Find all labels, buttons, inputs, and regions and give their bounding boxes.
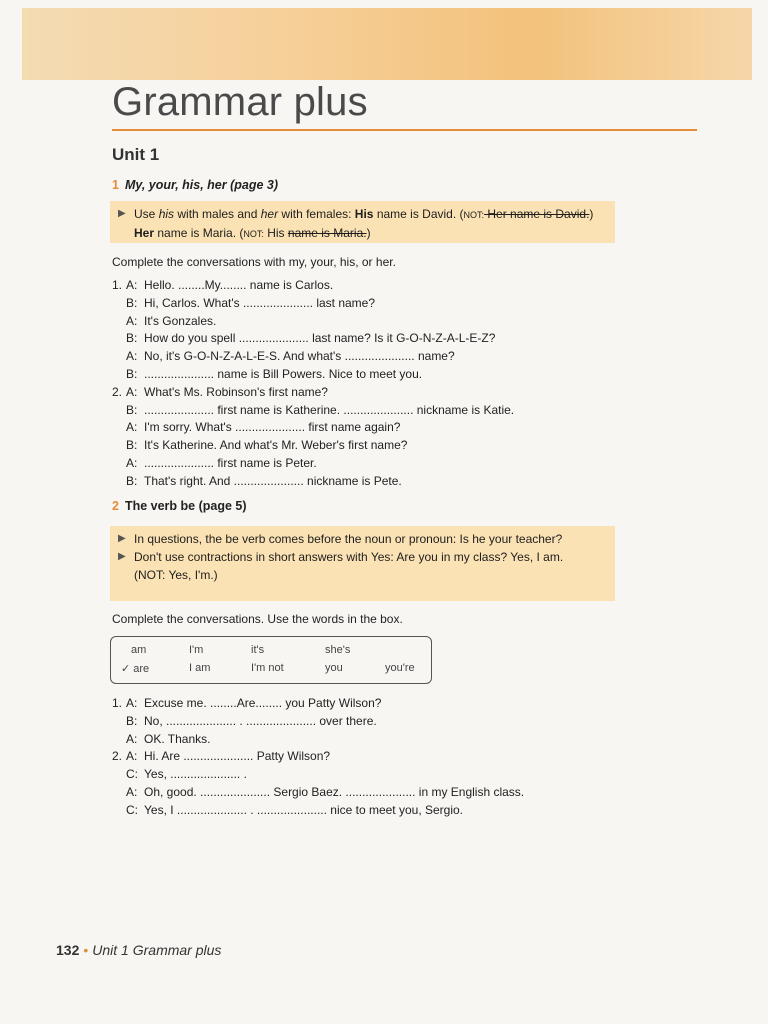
speaker-label: A: [126, 455, 138, 470]
section1-exercise [112, 277, 514, 491]
speaker-label: A: [126, 278, 138, 292]
exercise-line [112, 802, 524, 820]
header-band [22, 8, 752, 80]
exercise-line [112, 731, 524, 749]
line-number: 1. [112, 696, 123, 710]
word-box-item: ✓ are [121, 663, 150, 675]
exercise-line [112, 313, 514, 331]
exercise-line [112, 713, 524, 731]
triangle-bullet-icon: ▶ [118, 208, 126, 219]
line-text: It's Gonzales. [144, 313, 217, 328]
section2-tip-2: ▶ Don't use contractions in short answers with Yes: Are you in my class? Yes, I am. (NOT: Yes, I'm.) [118, 550, 564, 582]
exercise-line [112, 748, 524, 766]
line-text: ..................... name is Bill Powers. Nice to meet you. [144, 366, 423, 381]
speaker-label: A: [126, 749, 138, 764]
speaker-label: B: [126, 402, 138, 417]
section2-exercise [112, 695, 524, 820]
line-text: Oh, good. ..................... Sergio Baez. ..................... in my English class. [144, 784, 525, 799]
speaker-label: A: [126, 349, 138, 364]
exercise-line [112, 784, 524, 802]
speaker-label: A: [126, 384, 138, 399]
word-box-item: you're [385, 662, 415, 674]
bullet-dot-icon: • [83, 942, 89, 958]
section2-number: 2 [112, 499, 119, 513]
line-text: Hi. Are ..................... Patty Wilson? [144, 749, 331, 764]
exercise-line [112, 330, 514, 348]
line-text: Hello. ........My........ name is Carlos. [144, 278, 334, 292]
speaker-label: B: [126, 295, 138, 310]
line-text: OK. Thanks. [144, 731, 211, 746]
section1-number: 1 [112, 178, 119, 192]
speaker-label: B: [126, 331, 138, 346]
line-text: It's Katherine. And what's Mr. Weber's first name? [144, 438, 408, 453]
speaker-label: A: [126, 420, 138, 435]
speaker-label: B: [126, 473, 138, 488]
section1-tip-box [110, 201, 615, 243]
speaker-label: C: [126, 802, 138, 817]
exercise-line [112, 384, 514, 402]
exercise-line [112, 277, 514, 295]
word-box-item: am [131, 644, 147, 656]
triangle-bullet-icon: ▶ [118, 551, 126, 562]
line-text: How do you spell ..................... last name? Is it G-O-N-Z-A-L-E-Z? [144, 331, 496, 346]
exercise-line [112, 766, 524, 784]
section2-heading [112, 499, 247, 513]
speaker-label: A: [126, 731, 138, 746]
page-number: 132 [56, 942, 80, 958]
footer-title: Unit 1 Grammar plus [92, 942, 222, 958]
speaker-label: B: [126, 713, 138, 728]
exercise-line [112, 455, 514, 473]
line-text: No, it's G-O-N-Z-A-L-E-S. And what's ..................... name? [144, 349, 455, 364]
section1-instruction: Complete the conversations with my, your, his, or her. [112, 255, 396, 269]
word-box-item: I'm not [251, 662, 284, 674]
line-number: 2. [112, 384, 123, 399]
exercise-line [112, 419, 514, 437]
exercise-line [112, 366, 514, 384]
unit-heading: Unit 1 [112, 145, 160, 164]
exercise-line [112, 473, 514, 491]
line-text: Yes, I ..................... . ..................... nice to meet you, Sergio. [144, 802, 464, 817]
line-text: Yes, ..................... . [144, 767, 247, 782]
exercise-line [112, 402, 514, 420]
line-text: ..................... first name is Katherine. ..................... nickname is Katie. [144, 402, 515, 417]
page-title: Grammar plus [112, 80, 368, 124]
line-text: Excuse me. ........Are........ you Patty Wilson? [144, 696, 382, 710]
word-box-item: you [325, 662, 343, 674]
section2-title: The verb be (page 5) [124, 499, 247, 513]
exercise-line [112, 695, 524, 713]
exercise-line [112, 437, 514, 455]
page-footer [56, 942, 221, 958]
speaker-label: A: [126, 696, 138, 710]
word-box-item: I am [189, 662, 211, 674]
word-box-item: it's [251, 644, 265, 656]
exercise-line [112, 348, 514, 366]
line-number: 2. [112, 749, 123, 764]
speaker-label: B: [126, 366, 138, 381]
line-text: What's Ms. Robinson's first name? [144, 384, 328, 399]
word-box-item: I'm [189, 644, 204, 656]
section2-tip-1: ▶ In questions, the be verb comes before the noun or pronoun: Is he your teacher? [118, 532, 563, 546]
section2-tip-box [110, 526, 615, 601]
line-text: That's right. And ..................... nickname is Pete. [144, 473, 402, 488]
section1-heading [112, 178, 278, 192]
line-text: Hi, Carlos. What's ..................... last name? [144, 295, 376, 310]
speaker-label: B: [126, 438, 138, 453]
line-number: 1. [112, 278, 123, 292]
section1-tip: ▶ Use his with males and her with females: His name is David. (NOT: Her name is David.) Her name is Maria. (NOT: His name is Maria.) [118, 207, 594, 240]
line-text: ..................... first name is Peter. [144, 455, 317, 470]
section2-instruction: Complete the conversations. Use the words in the box. [112, 612, 403, 626]
speaker-label: C: [126, 767, 138, 782]
speaker-label: A: [126, 313, 138, 328]
speaker-label: A: [126, 784, 138, 799]
triangle-bullet-icon: ▶ [118, 533, 126, 544]
word-box [110, 636, 432, 684]
title-rule [112, 129, 697, 131]
line-text: I'm sorry. What's ..................... first name again? [144, 420, 401, 435]
line-text: No, ..................... . ..................... over there. [144, 713, 377, 728]
section1-title: My, your, his, her (page 3) [124, 178, 278, 192]
word-box-item: she's [325, 644, 351, 656]
exercise-line [112, 295, 514, 313]
